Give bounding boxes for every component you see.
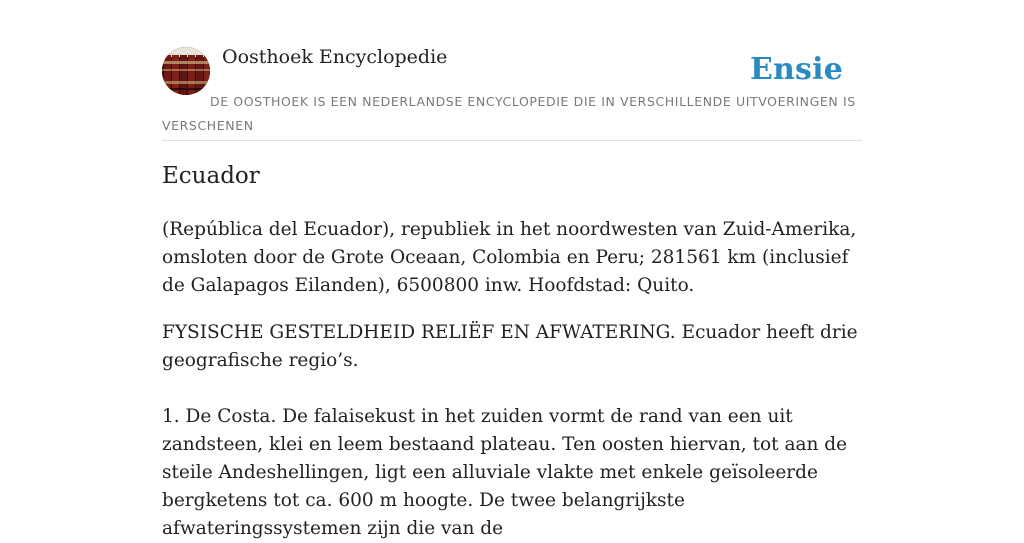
- article-title: Ecuador: [162, 163, 260, 189]
- site-header: [162, 0, 862, 141]
- site-tagline: DE OOSTHOEK IS EEN NEDERLANDSE ENCYCLOPEDIE DIE IN VERSCHILLENDE UITVOERINGEN IS VERSCHENEN: [162, 94, 856, 133]
- page-container: [162, 0, 862, 539]
- article-paragraph: 1. De Costa. De falaisekust in het zuiden vormt de rand van een uit zandsteen, klei en leem bestaand plateau. Ten oosten hiervan, tot aan de steile Andeshellingen, ligt een alluviale vlakte met enkele geïsoleerde bergketens tot ca. 600 m hoogte. De twee belangrijkste afwateringssystemen zijn die van de: [162, 406, 848, 539]
- book-spines-icon[interactable]: [162, 47, 210, 95]
- article-paragraph: (República del Ecuador), republiek in het noordwesten van Zuid-Amerika, omsloten door de Grote Oceaan, Colombia en Peru; 281561 km (inclusief de Galapagos Eilanden), 6500800 inw. Hoofdstad: Quito.: [162, 219, 857, 296]
- brand-logo[interactable]: Ensie: [749, 52, 843, 87]
- site-name[interactable]: Oosthoek Encyclopedie: [222, 46, 448, 68]
- article-paragraph: FYSISCHE GESTELDHEID RELIËF EN AFWATERING. Ecuador heeft drie geografische regio’s.: [162, 322, 858, 371]
